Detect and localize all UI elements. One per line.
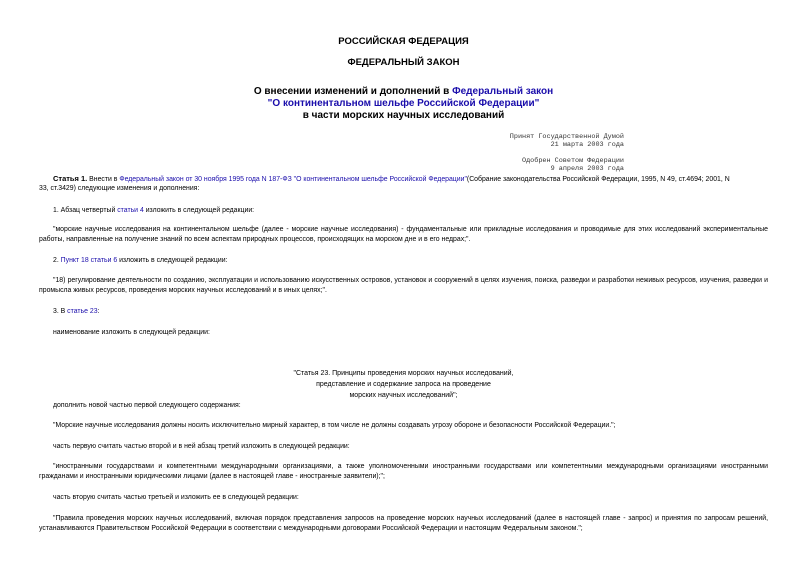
article-23-heading-line-1: "Статья 23. Принципы проведения морских научных исследований, <box>293 370 514 377</box>
item-1-intro: 1. Абзац четвертый статьи 4 изложить в следующей редакции: <box>53 207 255 214</box>
article-6-point-18-link[interactable]: Пункт 18 статьи 6 <box>60 257 118 264</box>
federal-law-link[interactable]: Федеральный закон <box>452 86 554 97</box>
law-187-fz-link[interactable]: Федеральный закон от 30 ноября 1995 года N 187-ФЗ "О континентальном шельфе Российской Федерации" <box>119 176 467 183</box>
continental-shelf-law-link[interactable]: "О континентальном шельфе Российской Федерации" <box>267 98 540 109</box>
country-heading: РОССИЙСКАЯ ФЕДЕРАЦИЯ <box>338 36 469 47</box>
law-title-prefix: О внесении изменений и дополнений в <box>253 86 453 97</box>
adopted-duma-label: Принят Государственной Думой <box>509 133 624 141</box>
article-1-label: Статья 1. <box>53 174 88 183</box>
article-23-heading-line-2: представление и содержание запроса на проведение <box>316 381 491 388</box>
item-3-part2-quote: "Правила проведения морских научных исследований, включая порядок представления запросов на проведение морских научных исследований (далее в настоящей главе - запрос) и принятия по запросам решений, устанавливаются Правительством Российской Федерации в соответствии с международными договорами Российской Федерации и настоящим Федеральным законом."; <box>39 515 768 532</box>
item-3-name-intro: наименование изложить в следующей редакции: <box>53 329 210 336</box>
item-2-intro: 2. Пункт 18 статьи 6 изложить в следующей редакции: <box>53 257 228 264</box>
approved-council-date: 9 апреля 2003 года <box>550 165 624 173</box>
item-3-part1-intro: часть первую считать частью второй и в ней абзац третий изложить в следующей редакции: <box>53 443 350 450</box>
article-4-link[interactable]: статьи 4 <box>117 207 144 214</box>
article-1-line-1: Статья 1. Внести в Федеральный закон от 30 ноября 1995 года N 187-ФЗ "О континентальном шельфе Российской Федерации"(Собрание законодательства Российской Федерации, 1995, N 49, ст.4694; 2001, N <box>53 174 730 183</box>
item-3-add-intro: дополнить новой частью первой следующего содержания: <box>53 402 241 409</box>
item-3-part2-intro: часть вторую считать частью третьей и изложить ее в следующей редакции: <box>53 494 299 501</box>
article-1-line-2: 33, ст.3429) следующие изменения и дополнения: <box>39 185 200 192</box>
article-23-link[interactable]: статье 23 <box>67 308 98 315</box>
item-2-quote: "18) регулирование деятельности по созданию, эксплуатации и использованию искусственных островов, установок и сооружений в целях изучения, поиска, разведки и разработки неживых ресурсов, изучения, разведки и промысла живых ресурсов, проведения морских научных исследований и в иных целях;". <box>39 277 768 294</box>
adopted-duma-date: 21 марта 2003 года <box>550 141 624 149</box>
item-3-part1-quote: "иностранными государствами и компетентными международными организациями, а также уполномоченными иностранными государствами или компетентными международными организациями иностранными гражданами и иностранными юридическими лицами (далее в настоящей главе - иностранные заявители);"; <box>39 463 768 480</box>
approved-council-label: Одобрен Советом Федерации <box>522 157 624 165</box>
item-1-quote: "морские научные исследования на континентальном шельфе (далее - морские научные исследования) - фундаментальные или прикладные исследования и проводимые для этих исследований экспериментальные работы, направленные на получение знаний по всем аспектам природных процессов, происходящих на морском дне и в его недрах;". <box>39 226 768 243</box>
law-title-line-3: в части морских научных исследований <box>302 110 505 121</box>
doc-type-heading: ФЕДЕРАЛЬНЫЙ ЗАКОН <box>347 57 460 68</box>
law-title-line-1 <box>0 86 807 98</box>
item-3-intro: 3. В статье 23: <box>53 308 100 315</box>
item-3-add-quote: "Морские научные исследования должны носить исключительно мирный характер, в том числе не должны создавать угрозу обороне и безопасности Российской Федерации."; <box>53 422 616 429</box>
article-23-heading-line-3: морских научных исследований"; <box>349 392 458 399</box>
